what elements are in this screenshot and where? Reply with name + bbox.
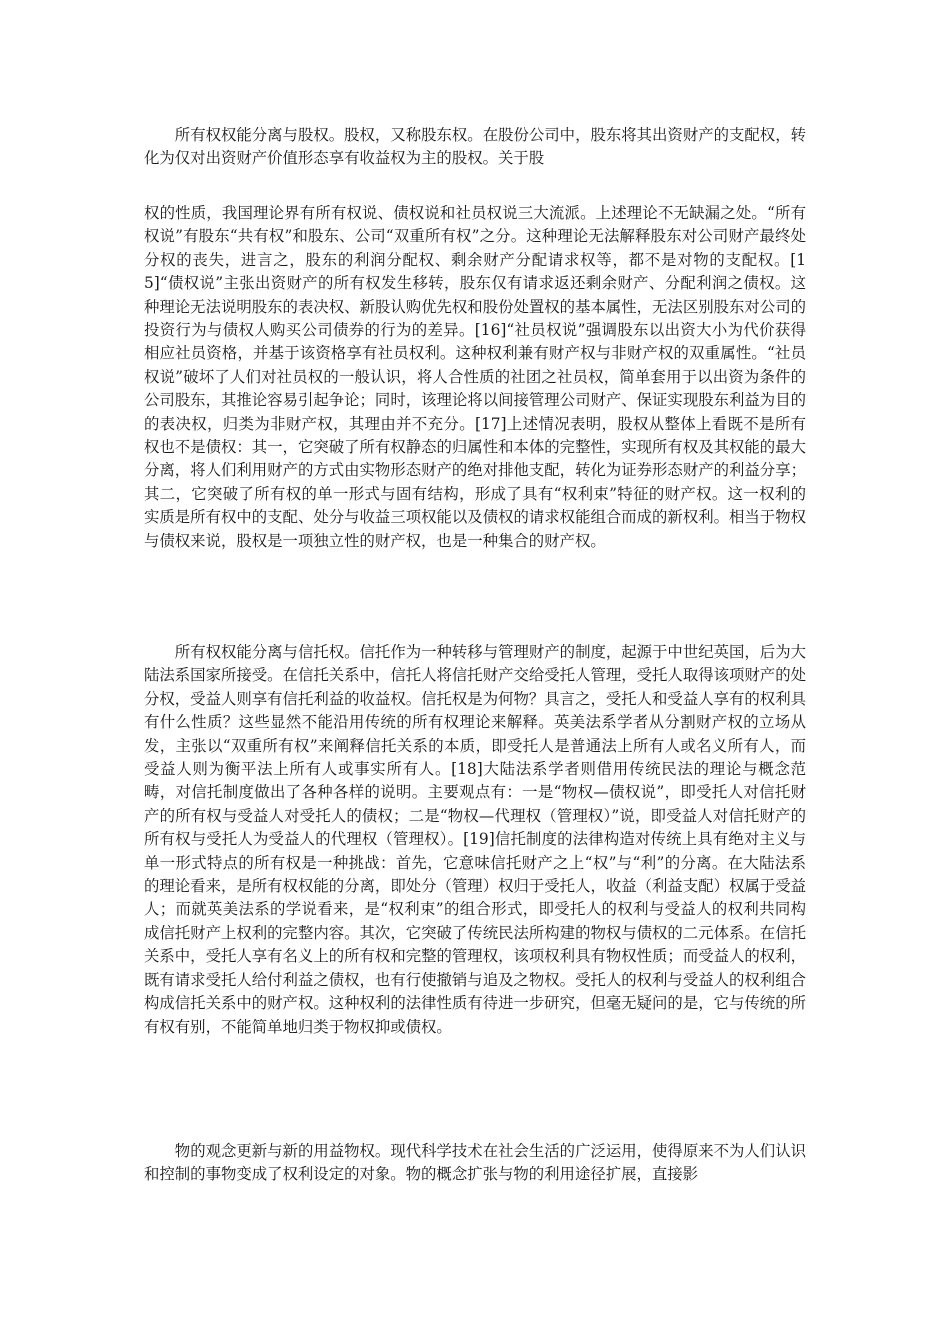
paragraph-usufruct-right: 物的观念更新与新的用益物权。现代科学技术在社会生活的广泛运用，使得原来不为人们认识和控制的事物变成了权利设定的对象。物的概念扩张与物的利用途径扩展，直接影 — [144, 1142, 806, 1184]
paragraph-equity-nature: 权的性质，我国理论界有所有权说、债权说和社员权说三大流派。上述理论不无缺漏之处。“所有权说”有股东“共有权”和股东、公司“双重所有权”之分。这种理论无法解释股东对公司财产最终处分权的丧失，进言之，股东的利润分配权、剩余财产分配请求权等，都不是对物的支配权。[15]“债权说”主张出资财产的所有权发生移转，股东仅有请求返还剩余财产、分配利润之债权。这种理论无法说明股东的表决权、新股认购优先权和股份处置权的基本属性，无法区别股东对公司的投资行为与债权人购买公司债券的行为的差异。[16]“社员权说”强调股东以出资大小为代价获得相应社员资格，并基于该资格享有社员权利。这种权利兼有财产权与非财产权的双重属性。“社员权说”破坏了人们对社员权的一般认识，将人合性质的社团之社员权，简单套用于以出资为条件的公司股东，其推论容易引起争论；同时，该理论将以间接管理公司财产、保证实现股东利益为目的的表决权，归类为非财产权，其理由并不充分。[17]上述情况表明，股权从整体上看既不是所有权也不是债权：其一，它突破了所有权静态的归属性和本体的完整性，实现所有权及其权能的最大分离，将人们利用财产的方式由实物形态财产的绝对排他支配，转化为证券形态财产的利益分享；其二，它突破了所有权的单一形式与固有结构，形成了具有“权利束”特征的财产权。这一权利的实质是所有权中的支配、处分与收益三项权能以及债权的请求权能组合而成的新权利。相当于物权与债权来说，股权是一项独立性的财产权，也是一种集合的财产权。 — [144, 204, 806, 550]
paragraph-equity-intro: 所有权权能分离与股权。股权，又称股东权。在股份公司中，股东将其出资财产的支配权，转化为仅对出资财产价值形态享有收益权为主的股权。关于股 — [144, 126, 806, 168]
paragraph-trust-right: 所有权权能分离与信托权。信托作为一种转移与管理财产的制度，起源于中世纪英国，后为大陆法系国家所接受。在信托关系中，信托人将信托财产交给受托人管理，受托人取得该项财产的处分权，受益人则享有信托利益的收益权。信托权是为何物？具言之，受托人和受益人享有的权利具有什么性质？这些显然不能沿用传统的所有权理论来解释。英美法系学者从分割财产权的立场从发，主张以“双重所有权”来阐释信托关系的本质，即受托人是普通法上所有人或名义所有人，而受益人则为衡平法上所有人或事实所有人。[18]大陆法系学者则借用传统民法的理论与概念范畴，对信托制度做出了各种各样的说明。主要观点有：一是“物权—债权说”，即受托人对信托财产的所有权与受益人对受托人的债权；二是“物权—代理权（管理权）”说，即受益人对信托财产的所有权与受托人为受益人的代理权（管理权）。[19]信托制度的法律构造对传统上具有绝对主义与单一形式特点的所有权是一种挑战：首先，它意味信托财产之上“权”与“利”的分离。在大陆法系的理论看来，是所有权权能的分离，即处分（管理）权归于受托人，收益（利益支配）权属于受益人；而就英美法系的学说看来，是“权利束”的组合形式，即受托人的权利与受益人的权利共同构成信托财产上权利的完整内容。其次，它突破了传统民法所构建的物权与债权的二元体系。在信托关系中，受托人享有名义上的所有权和完整的管理权，该项权利具有物权性质；而受益人的权利，既有请求受托人给付利益之债权，也有行使撤销与追及之物权。受托人的权利与受益人的权利组合构成信托关系中的财产权。这种权利的法律性质有待进一步研究，但毫无疑问的是，它与传统的所有权有别，不能简单地归类于物权抑或债权。 — [144, 643, 806, 1036]
